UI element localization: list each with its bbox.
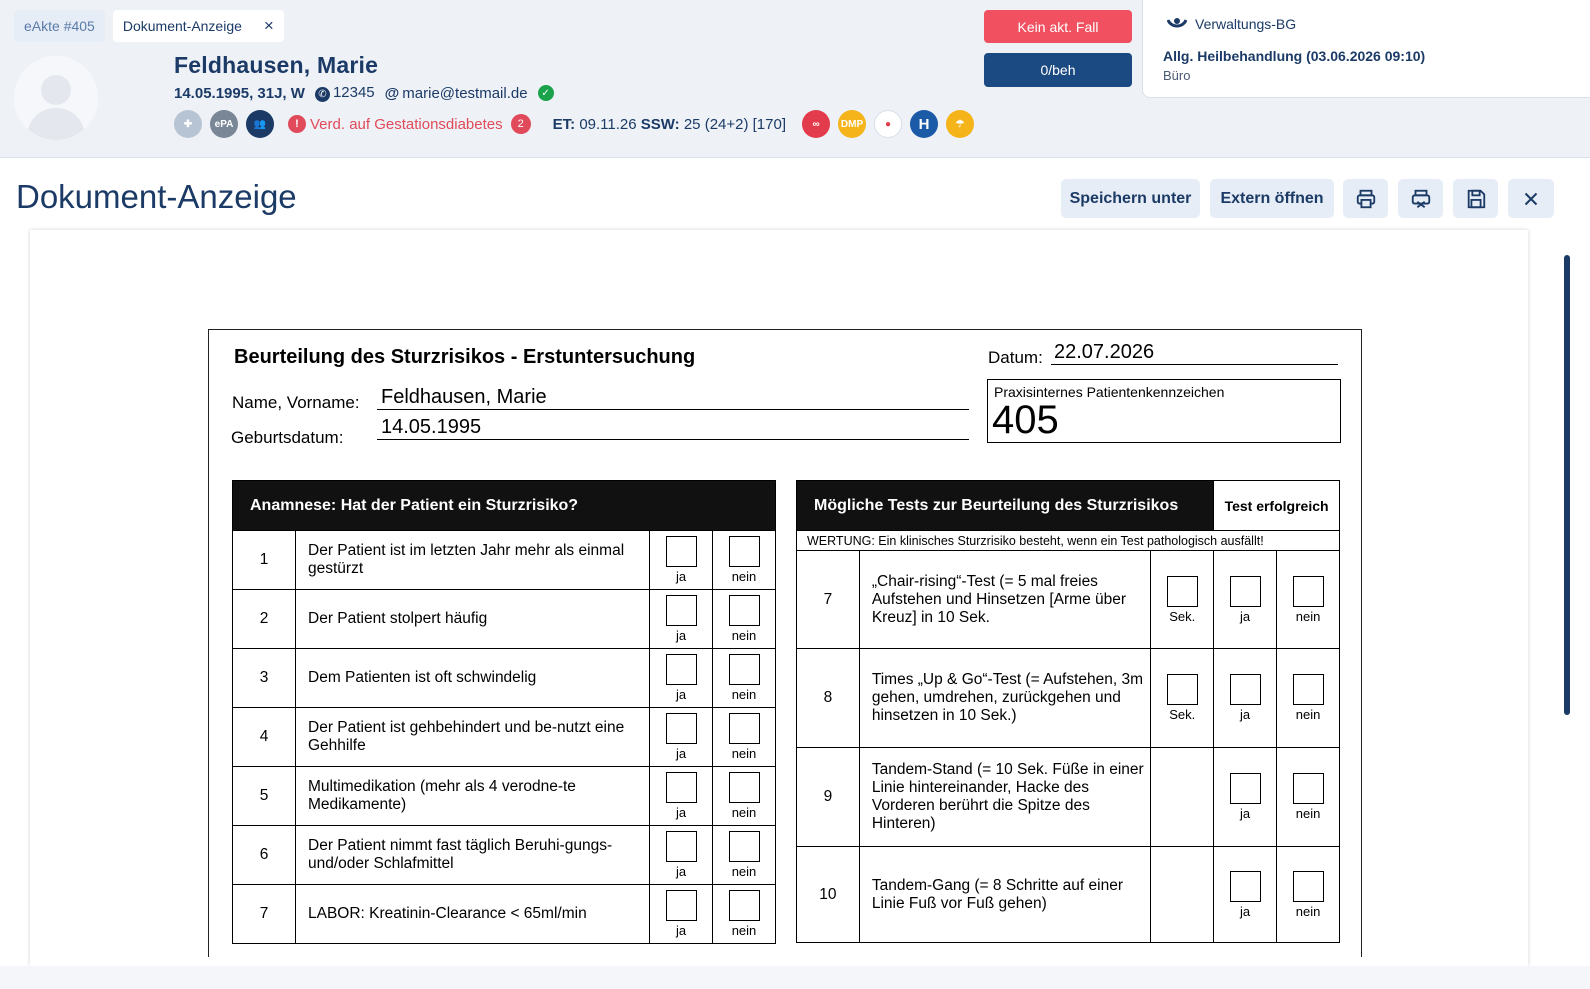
yes-label: ja [675,569,687,584]
no-checkbox[interactable] [713,649,776,708]
form-title: Beurteilung des Sturzrisikos - Erstuntersuchung [234,346,696,368]
yes-checkbox[interactable] [1214,551,1277,649]
no-checkbox[interactable] [713,531,776,590]
avatar [14,56,98,140]
seconds-field-empty [1151,847,1214,943]
family-icon[interactable]: 👥 [246,110,274,138]
no-checkbox[interactable] [713,885,776,944]
tab-close-icon[interactable]: × [263,16,274,35]
h-badge[interactable]: H [910,110,938,138]
insurer-name[interactable] [1167,16,1296,32]
et-value: 09.11.26 [579,115,637,133]
anamnese-row [233,885,776,944]
warning-icon: ! [288,115,306,133]
yes-checkbox[interactable] [650,649,713,708]
question-text: Der Patient ist gehbehindert und be-nutzt eine Gehhilfe [296,708,650,767]
at-icon: @ [384,84,400,102]
no-checkbox[interactable] [713,708,776,767]
no-checkbox[interactable] [1277,649,1340,748]
anamnese-row [233,590,776,649]
phone-icon: ✆ [315,87,330,102]
no-checkbox[interactable] [713,590,776,649]
name-value: Feldhausen, Marie [377,386,969,410]
insurer-panel [1142,0,1590,98]
seconds-field[interactable] [1151,551,1214,649]
patient-email[interactable] [385,85,528,102]
yes-checkbox[interactable] [1214,748,1277,847]
print-settings-button[interactable] [1398,179,1443,218]
warning-diagnosis[interactable] [288,114,531,134]
no-label: nein [731,569,757,584]
question-text: Der Patient nimmt fast täglich Beruhi-gungs- und/oder Schlafmittel [296,826,650,885]
dob-value: 14.05.1995 [377,416,969,440]
no-label: nein [1295,806,1321,821]
rating-note: WERTUNG: Ein klinisches Sturzrisiko besteht, wenn ein Test pathologisch ausfällt! [797,531,1340,551]
yes-label: ja [1240,806,1251,821]
pregnancy-info [553,116,786,133]
dob-label: Geburtsdatum: [231,428,344,447]
no-checkbox[interactable] [1277,847,1340,943]
bottom-strip [0,966,1590,989]
yes-label: ja [1240,903,1251,919]
question-text: Multimedikation (mehr als 4 verodne-te Medikamente) [296,767,650,826]
ssw-label: SSW: [640,115,680,133]
yes-label: ja [675,805,687,820]
row-number: 7 [797,551,860,649]
dmp-badge[interactable]: DMP [838,110,866,138]
fall-risk-form [208,329,1362,957]
avatar-placeholder-icon [14,56,98,140]
name-label: Name, Vorname: [232,393,360,412]
row-number: 3 [233,649,296,708]
seconds-field-empty [1151,748,1214,847]
no-label: nein [731,687,757,702]
yes-checkbox[interactable] [1214,847,1277,943]
question-text: Der Patient stolpert häufig [296,590,650,649]
patient-dob: 14.05.1995, 31J, W [174,84,305,102]
warning-text: Verd. auf Gestationsdiabetes [310,115,503,133]
patient-header [0,0,1590,158]
yes-label: ja [675,687,687,702]
yes-label: ja [675,864,687,879]
anamnese-row [233,767,776,826]
question-text: Der Patient ist im letzten Jahr mehr als einmal gestürzt [296,531,650,590]
no-label: nein [1295,903,1321,919]
close-button[interactable] [1508,179,1554,218]
test-row [797,551,1340,649]
yes-checkbox[interactable] [650,590,713,649]
test-text: Tandem-Gang (= 8 Schritte auf einer Linie Fuß vor Fuß gehen) [859,847,1150,943]
anamnese-table [232,480,776,944]
page-title: Dokument-Anzeige [16,178,297,215]
patient-id-label: Praxisinternes Patientenkennzeichen [994,384,1225,400]
no-label: nein [1295,608,1321,624]
row-number: 7 [233,885,296,944]
print-settings-icon [1410,188,1432,210]
palm-tree-icon[interactable]: ☂ [946,110,974,138]
no-label: nein [731,923,757,938]
no-active-case-button[interactable]: Kein akt. Fall [984,10,1132,43]
test-text: Tandem-Stand (= 10 Sek. Füße in einer Linie hintereinander, Hacke des Vorderen berührt die Spitze des Hinteren) [859,748,1150,847]
print-button[interactable] [1343,179,1388,218]
insurer-location: Büro [1163,68,1191,83]
no-label: nein [731,628,757,643]
save-as-button[interactable]: Speichern unter [1061,179,1200,218]
epa-badge[interactable]: ePA [210,110,238,138]
blood-drop-icon[interactable]: ● [874,110,902,138]
yes-checkbox[interactable] [1214,649,1277,748]
no-label: nein [731,746,757,761]
yes-label: ja [675,923,687,938]
seconds-field[interactable] [1151,649,1214,748]
no-checkbox[interactable] [1277,551,1340,649]
save-icon [1465,188,1487,210]
tests-table [796,480,1340,943]
test-text: „Chair-rising“-Test (= 5 mal freies Aufstehen und Hinsetzen [Arme über Kreuz] in 10 Sek. [859,551,1150,649]
sec-label: Sek. [1169,707,1196,722]
yes-label: ja [1240,707,1251,722]
patient-badges [174,110,974,138]
ssw-value: 25 (24+2) [170] [683,115,787,133]
yes-label: ja [675,628,687,643]
open-external-button[interactable]: Extern öffnen [1210,179,1334,218]
tab-bar [14,10,284,42]
tab-eakte[interactable]: eAkte #405 [14,10,105,42]
anamnese-row [233,826,776,885]
row-number: 6 [233,826,296,885]
print-icon [1355,188,1377,210]
test-row [797,847,1340,943]
email-value: marie@testmail.de [402,84,528,102]
test-text: Times „Up & Go“-Test (= Aufstehen, 3m gehen, umdrehen, zurückgehen und hinsetzen in 10 Sek.) [859,649,1150,748]
yes-checkbox[interactable] [650,826,713,885]
link-rings-icon[interactable]: ∞ [802,110,830,138]
treatment-count-button[interactable]: 0/beh [984,53,1132,87]
row-number: 2 [233,590,296,649]
date-value: 22.07.2026 [1051,341,1338,365]
anamnese-row [233,649,776,708]
close-icon [1520,188,1542,210]
save-button[interactable] [1453,179,1498,218]
no-checkbox[interactable] [713,767,776,826]
no-label: nein [731,805,757,820]
warning-count: 2 [511,114,531,134]
no-checkbox[interactable] [1277,748,1340,847]
row-number: 8 [797,649,860,748]
yes-checkbox[interactable] [650,531,713,590]
anamnese-row [233,708,776,767]
viewer-scrollbar[interactable] [1564,255,1570,715]
patient-id-box [987,379,1341,443]
question-text: LABOR: Kreatinin-Clearance < 65ml/min [296,885,650,944]
test-success-header: Test erfolgreich [1214,481,1340,531]
yes-checkbox[interactable] [650,767,713,826]
sec-label: Sek. [1169,608,1196,624]
verified-check-icon: ✓ [538,85,554,101]
tab-label: Dokument-Anzeige [122,18,242,34]
test-row [797,748,1340,847]
anamnese-header: Anamnese: Hat der Patient ein Sturzrisiko? [233,481,776,531]
tests-header: Mögliche Tests zur Beurteilung des Sturzrisikos [797,481,1214,531]
patient-id-value: 405 [992,398,1059,442]
row-number: 9 [797,748,860,847]
insurer-case: Allg. Heilbehandlung (03.06.2026 09:10) [1163,48,1426,64]
no-label: nein [1295,707,1321,722]
date-label: Datum: [988,348,1043,367]
row-number: 4 [233,708,296,767]
patient-info [174,84,554,102]
patient-phone[interactable] [315,84,375,102]
row-number: 5 [233,767,296,826]
patient-name: Feldhausen, Marie [174,52,379,78]
insurer-name-text: Verwaltungs-BG [1195,16,1297,32]
yes-checkbox[interactable] [650,885,713,944]
yes-label: ja [675,746,687,761]
yes-label: ja [1240,608,1251,624]
insurer-logo-icon [1167,17,1187,31]
test-row [797,649,1340,748]
row-number: 1 [233,531,296,590]
question-text: Dem Patienten ist oft schwindelig [296,649,650,708]
yes-checkbox[interactable] [650,708,713,767]
no-checkbox[interactable] [713,826,776,885]
row-number: 10 [797,847,860,943]
phone-value: 12345 [332,84,375,101]
tab-document-view[interactable] [113,10,284,42]
et-label: ET: [552,115,576,133]
ambulance-icon[interactable]: ✚ [174,110,202,138]
no-label: nein [731,864,757,879]
anamnese-row [233,531,776,590]
